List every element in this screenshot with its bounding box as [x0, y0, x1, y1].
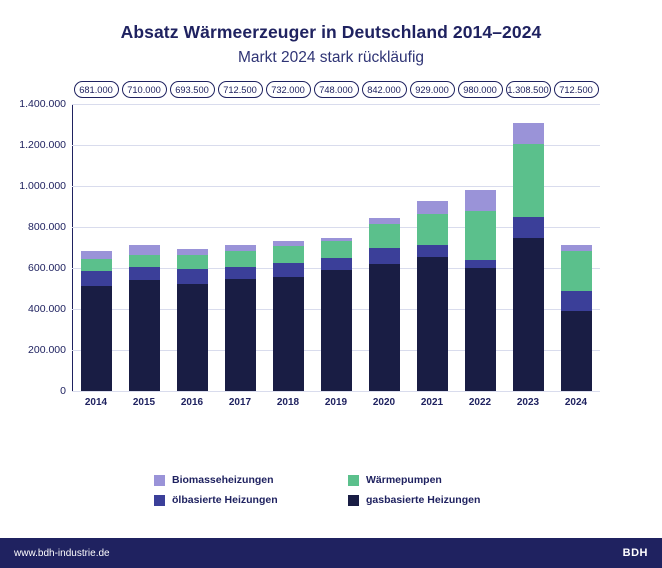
bar-segment[interactable] [225, 251, 256, 267]
bar-segment[interactable] [369, 224, 400, 249]
chart-subtitle: Markt 2024 stark rückläufig [237, 49, 425, 66]
bar-segment[interactable] [81, 286, 112, 391]
total-value-pill: 980.000 [458, 81, 503, 98]
bar-segment[interactable] [177, 284, 208, 391]
total-value-pill: 693.500 [170, 81, 215, 98]
y-tick-label: 200.000 [28, 344, 66, 356]
x-tick-label: 2021 [420, 397, 444, 408]
footer-url: www.bdh-industrie.de [14, 547, 110, 559]
bar-segment[interactable] [513, 217, 544, 239]
bar-segment[interactable] [465, 268, 496, 391]
bar-segment[interactable] [273, 241, 304, 246]
legend-swatch-icon [154, 495, 165, 506]
bar-segment[interactable] [129, 245, 160, 255]
bar-segment[interactable] [561, 251, 592, 291]
bar-column[interactable] [513, 104, 544, 391]
bar-segment[interactable] [369, 248, 400, 264]
bar-segment[interactable] [561, 245, 592, 251]
x-tick-label: 2020 [372, 397, 396, 408]
page-footer [0, 538, 662, 568]
bar-segment[interactable] [561, 291, 592, 311]
bar-segment[interactable] [513, 144, 544, 217]
y-tick-label: 400.000 [28, 303, 66, 315]
total-value-pill: 748.000 [314, 81, 359, 98]
footer-logo: BDH [622, 547, 648, 559]
total-value-pill: 712.500 [554, 81, 599, 98]
bar-column[interactable] [417, 104, 448, 391]
legend-swatch-icon [348, 475, 359, 486]
bar-segment[interactable] [465, 211, 496, 259]
legend-item-biomasseheizungen [154, 474, 314, 486]
chart-legend [0, 474, 662, 506]
legend-item-waermepumpen [348, 474, 508, 486]
plot-region [72, 104, 600, 391]
bar-segment[interactable] [561, 311, 592, 391]
bar-segment[interactable] [129, 280, 160, 391]
bar-segment[interactable] [513, 123, 544, 144]
bar-segment[interactable] [273, 277, 304, 391]
y-tick-label: 1.400.000 [19, 98, 66, 110]
x-tick-label: 2014 [84, 397, 108, 408]
x-tick-label: 2019 [324, 397, 348, 408]
bar-segment[interactable] [129, 255, 160, 267]
legend-label: Biomasseheizungen [172, 474, 274, 486]
bar-column[interactable] [225, 104, 256, 391]
bar-segment[interactable] [465, 190, 496, 211]
y-tick-label: 0 [60, 385, 66, 397]
bar-segment[interactable] [81, 259, 112, 271]
bar-segment[interactable] [177, 269, 208, 284]
x-tick-label: 2023 [516, 397, 540, 408]
bar-segment[interactable] [225, 279, 256, 391]
y-tick-label: 1.200.000 [19, 139, 66, 151]
bar-segment[interactable] [417, 245, 448, 257]
chart-page [0, 22, 662, 568]
total-value-pill: 929.000 [410, 81, 455, 98]
bar-segment[interactable] [513, 238, 544, 391]
legend-row-top [154, 474, 508, 486]
bar-segment[interactable] [321, 238, 352, 241]
total-value-pill: 712.500 [218, 81, 263, 98]
bar-segment[interactable] [369, 264, 400, 391]
bar-segment[interactable] [81, 271, 112, 286]
legend-row-bottom [154, 494, 508, 506]
legend-item-oelbasierte-heizungen [154, 494, 314, 506]
bar-column[interactable] [129, 104, 160, 391]
bar-column[interactable] [465, 104, 496, 391]
total-value-pill: 842.000 [362, 81, 407, 98]
x-tick-label: 2024 [564, 397, 588, 408]
bar-segment[interactable] [321, 258, 352, 270]
y-tick-label: 600.000 [28, 262, 66, 274]
x-tick-label: 2016 [180, 397, 204, 408]
bar-segment[interactable] [225, 267, 256, 279]
chart-area [0, 81, 662, 411]
total-value-pill: 732.000 [266, 81, 311, 98]
legend-swatch-icon [348, 495, 359, 506]
bar-segment[interactable] [465, 260, 496, 269]
x-tick-label: 2018 [276, 397, 300, 408]
bar-column[interactable] [81, 104, 112, 391]
legend-item-gasbasierte-heizungen [348, 494, 508, 506]
x-tick-label: 2015 [132, 397, 156, 408]
bar-segment[interactable] [273, 263, 304, 277]
legend-label: ölbasierte Heizungen [172, 494, 278, 506]
total-value-pill: 710.000 [122, 81, 167, 98]
total-value-pill: 1.308.500 [506, 81, 551, 98]
bar-segment[interactable] [177, 255, 208, 269]
legend-label: Wärmepumpen [366, 474, 442, 486]
bar-segment[interactable] [417, 201, 448, 214]
bar-column[interactable] [273, 104, 304, 391]
bar-segment[interactable] [177, 249, 208, 255]
bar-segment[interactable] [321, 241, 352, 259]
bar-segment[interactable] [369, 218, 400, 223]
bar-segment[interactable] [81, 251, 112, 259]
legend-swatch-icon [154, 475, 165, 486]
bar-segment[interactable] [417, 257, 448, 391]
bar-segment[interactable] [273, 246, 304, 263]
gridline [72, 391, 600, 392]
bar-segment[interactable] [321, 270, 352, 391]
x-tick-label: 2017 [228, 397, 252, 408]
legend-label: gasbasierte Heizungen [366, 494, 481, 506]
chart-title: Absatz Wärmeerzeuger in Deutschland 2014–2024 [120, 22, 542, 42]
bar-segment[interactable] [225, 245, 256, 251]
bar-column[interactable] [177, 104, 208, 391]
y-tick-label: 800.000 [28, 221, 66, 233]
x-tick-label: 2022 [468, 397, 492, 408]
bar-segment[interactable] [417, 214, 448, 246]
y-tick-label: 1.000.000 [19, 180, 66, 192]
bar-column[interactable] [321, 104, 352, 391]
bar-column[interactable] [561, 104, 592, 391]
bar-column[interactable] [369, 104, 400, 391]
bar-segment[interactable] [129, 267, 160, 280]
total-value-pill: 681.000 [74, 81, 119, 98]
